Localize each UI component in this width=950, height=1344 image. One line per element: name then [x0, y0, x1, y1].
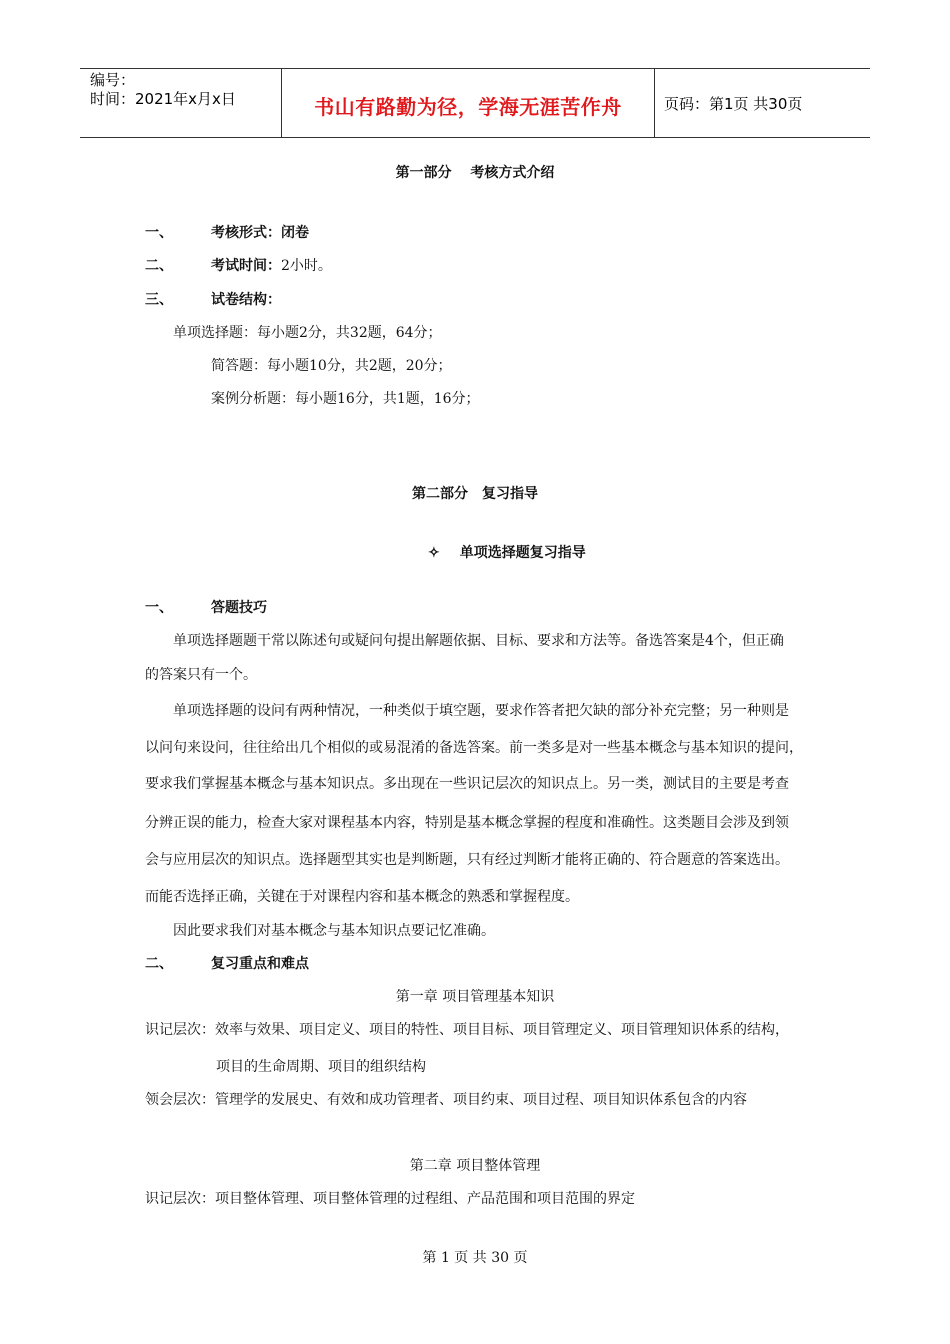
section-title: 复习重点和难点: [211, 956, 309, 972]
item-number: 三、: [145, 292, 173, 308]
header-motto: 书山有路勤为径，学海无涯苦作舟: [314, 95, 622, 119]
page-footer: 第 1 页 共 30 页: [422, 1250, 528, 1266]
paragraph-line: 要求我们掌握基本概念与基本知识点。多出现在一些识记层次的知识点上。另一类，测试目的主要是考查: [145, 776, 789, 792]
paragraph-line: 而能否选择正确，关键在于对课程内容和基本概念的熟悉和掌握程度。: [145, 889, 579, 905]
code-label: 编号：: [90, 71, 136, 89]
item-label: 试卷结构：: [211, 292, 281, 308]
item-label: 考核形式：闭卷: [211, 225, 309, 241]
header-table: [80, 68, 870, 138]
item-number: 一、: [145, 225, 173, 241]
exam-form-item: [145, 222, 309, 242]
subtitle: [428, 542, 586, 562]
item-label: 考试时间：: [211, 258, 281, 274]
paragraph-line: 的答案只有一个。: [145, 667, 257, 683]
exam-time-item: [145, 255, 332, 275]
section-heading: [145, 953, 309, 973]
understand-line: 领会层次：管理学的发展史、有效和成功管理者、项目约束、项目过程、项目知识体系包含的内容: [145, 1092, 747, 1108]
recall-line: 项目的生命周期、项目的组织结构: [216, 1059, 426, 1075]
header-divider: [654, 69, 655, 137]
structure-line: 单项选择题：每小题2分，共32题，64分；: [173, 325, 442, 341]
paragraph-line: 因此要求我们对基本概念与基本知识点要记忆准确。: [173, 923, 495, 939]
header-page-label: 页码：第1页 共30页: [664, 95, 803, 113]
item-number: 二、: [145, 258, 173, 274]
structure-line: 简答题：每小题10分，共2题，20分；: [211, 358, 452, 374]
paragraph-line: 单项选择题的设问有两种情况，一种类似于填空题，要求作答者把欠缺的部分补充完整；另一种则是: [173, 703, 789, 719]
section-number: 一、: [145, 600, 173, 616]
subtitle-text: 单项选择题复习指导: [459, 545, 586, 561]
diamond-icon: ✧: [428, 545, 440, 561]
exam-structure-item: [145, 289, 281, 309]
time-label: 时间：2021年x月x日: [90, 90, 236, 108]
paragraph-line: 单项选择题题干常以陈述句或疑问句提出解题依据、目标、要求和方法等。备选答案是4个，但正确: [173, 633, 784, 649]
item-text: 2小时。: [281, 258, 332, 274]
recall-line: 识记层次：效率与效果、项目定义、项目的特性、项目目标、项目管理定义、项目管理知识体系的结构，: [145, 1022, 789, 1038]
paragraph-line: 分辨正误的能力，检查大家对课程基本内容，特别是基本概念掌握的程度和准确性。这类题目会涉及到领: [145, 815, 789, 831]
chapter-title: 第二章 项目整体管理: [409, 1158, 541, 1174]
section-number: 二、: [145, 956, 173, 972]
section-heading: [145, 597, 267, 617]
part2-title: 第二部分 复习指导: [412, 486, 538, 502]
structure-line: 案例分析题：每小题16分，共1题，16分；: [211, 391, 480, 407]
recall-line: 识记层次：项目整体管理、项目整体管理的过程组、产品范围和项目范围的界定: [145, 1191, 635, 1207]
section-title: 答题技巧: [211, 600, 267, 616]
header-meta: [90, 71, 236, 109]
chapter-title: 第一章 项目管理基本知识: [395, 989, 555, 1005]
paragraph-line: 会与应用层次的知识点。选择题型其实也是判断题，只有经过判断才能将正确的、符合题意的答案选出。: [145, 852, 789, 868]
paragraph-line: 以问句来设问，往往给出几个相似的或易混淆的备选答案。前一类多是对一些基本概念与基本知识的提问，: [145, 740, 803, 756]
part1-title: 第一部分 考核方式介绍: [395, 165, 555, 181]
